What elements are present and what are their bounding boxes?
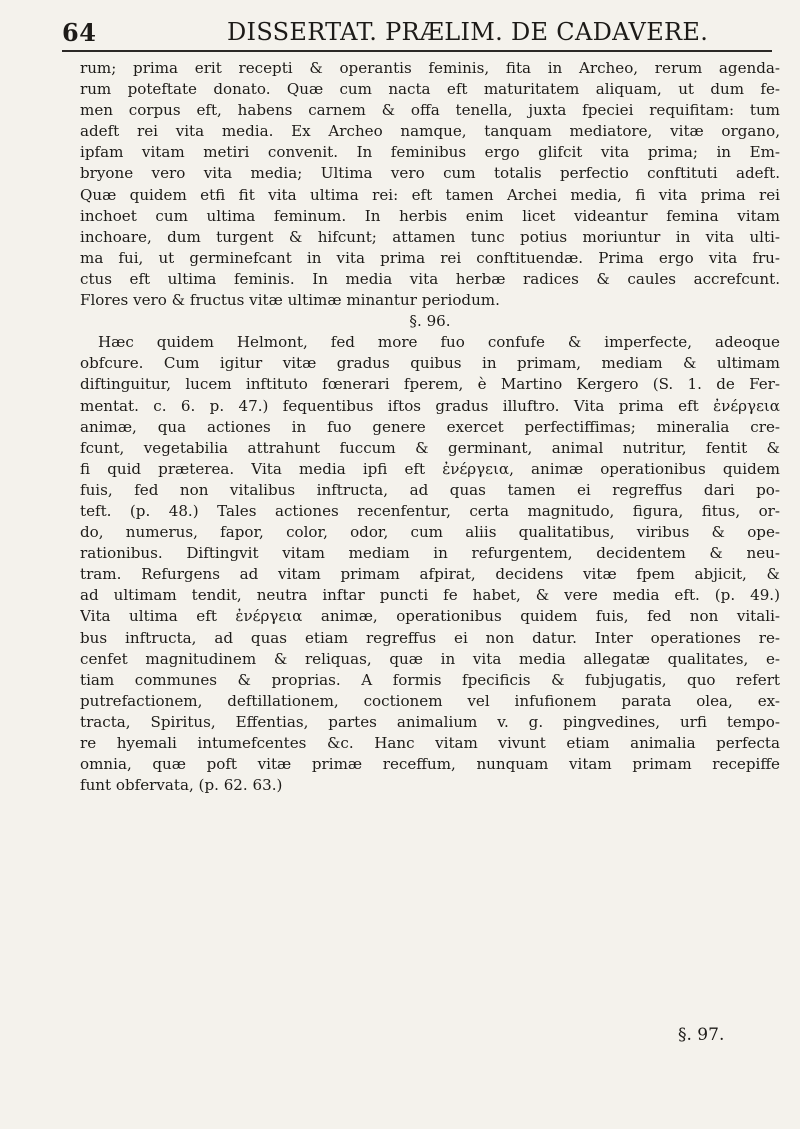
header-rule	[62, 50, 772, 52]
text-line: re hyemali intumefcentes &c. Hanc vitam vivunt etiam animalia perfecta	[80, 734, 780, 752]
text-line: adeft rei vita media. Ex Archeo namque, tanquam mediatore, vitæ organo,	[80, 122, 780, 141]
catchword: §. 97.	[678, 1025, 725, 1045]
text-line: funt obfervata, (p. 62. 63.)	[80, 776, 283, 795]
text-line: rum poteftate donato. Quæ cum nacta eft maturitatem aliquam, ut dum fe-	[80, 80, 780, 99]
text-line: fuis, fed non vitalibus inftructa, ad quas tamen ei regreffus dari po-	[80, 480, 780, 499]
text-line: bryone vero vita media; Ultima vero cum totalis perfectio conftituti adeft.	[80, 164, 780, 183]
text-line: Flores vero & fructus vitæ ultimæ minantur periodum.	[80, 291, 500, 310]
text-line: ipfam vitam metiri convenit. In feminibus ergo glifcit vita prima; in Em-	[80, 143, 780, 162]
text-line: do, numerus, fapor, color, odor, cum aliis qualitatibus, viribus & ope-	[80, 523, 780, 542]
text-line: tracta, Spiritus, Effentias, partes animalium v. g. pingvedines, urfi tempo-	[80, 712, 780, 731]
text-line: Vita ultima eft ἐνέργεια animæ, operationibus quidem fuis, fed non vitali-	[80, 607, 780, 626]
text-line: men corpus eft, habens carnem & offa tenella, juxta fpeciei requifitam: tum	[80, 101, 780, 120]
text-line: inchoet cum ultima feminum. In herbis enim licet videantur femina vitam	[80, 206, 780, 225]
text-line: Hæc quidem Helmont, fed more fuo confufe & imperfecte, adeoque	[98, 333, 780, 352]
text-line: omnia, quæ poft vitæ primæ receffum, nunquam vitam primam recepiffe	[80, 755, 780, 774]
text-line: rationibus. Diftingvit vitam mediam in refurgentem, decidentem & neu-	[80, 544, 780, 563]
text-line: cenfet magnitudinem & reliquas, quæ in vita media allegatæ qualitates, e-	[80, 649, 780, 668]
text-line: ad ultimam tendit, neutra inftar puncti fe habet, & vere media eft. (p. 49.)	[80, 586, 780, 605]
page-number: 64	[62, 18, 97, 47]
text-line: fcunt, vegetabilia attrahunt fuccum & germinant, animal nutritur, fentit &	[80, 438, 780, 457]
text-line: Quæ quidem etfi fit vita ultima rei: eft tamen Archei media, fi vita prima rei	[80, 185, 780, 204]
text-line: tiam communes & proprias. A formis fpecificis & fubjugatis, quo refert	[80, 670, 780, 689]
text-line: ctus eft ultima feminis. In media vita herbæ radices & caules accrefcunt.	[80, 269, 780, 288]
running-head: DISSERTAT. PRÆLIM. DE CADAVERE.	[227, 18, 709, 46]
text-line: mentat. c. 6. p. 47.) fequentibus iftos gradus illuftro. Vita prima eft ἐνέργεια	[80, 396, 780, 415]
page-header	[62, 18, 762, 48]
text-line: diftinguitur, lucem inftituto fœnerari fperem, è Martino Kergero (S. 1. de Fer-	[80, 375, 780, 394]
text-line: obfcure. Cum igitur vitæ gradus quibus in primam, mediam & ultimam	[80, 354, 780, 373]
text-line: rum; prima erit recepti & operantis feminis, fita in Archeo, rerum agenda-	[80, 59, 780, 77]
text-line: inchoare, dum turgent & hifcunt; attamen tunc potius moriuntur in vita ulti-	[80, 227, 780, 246]
section-number: §. 96.	[409, 312, 451, 331]
body-text	[80, 58, 780, 796]
text-line: animæ, qua actiones in fuo genere exercet perfectiffimas; mineralia cre-	[80, 417, 780, 436]
text-line: tram. Refurgens ad vitam primam afpirat, decidens vitæ fpem abjicit, &	[80, 565, 780, 584]
text-line: ma fui, ut germinefcant in vita prima rei conftituendæ. Prima ergo vita fru-	[80, 248, 780, 267]
text-line: putrefactionem, deftillationem, coctionem vel infufionem parata olea, ex-	[80, 691, 780, 710]
text-line: bus inftructa, ad quas etiam regreffus ei non datur. Inter operationes re-	[80, 628, 780, 647]
text-line: fi quid præterea. Vita media ipfi eft ἐνέργεια, animæ operationibus quidem	[80, 459, 780, 478]
text-line: teft. (p. 48.) Tales actiones recenfentur, certa magnitudo, figura, fitus, or-	[80, 501, 780, 520]
